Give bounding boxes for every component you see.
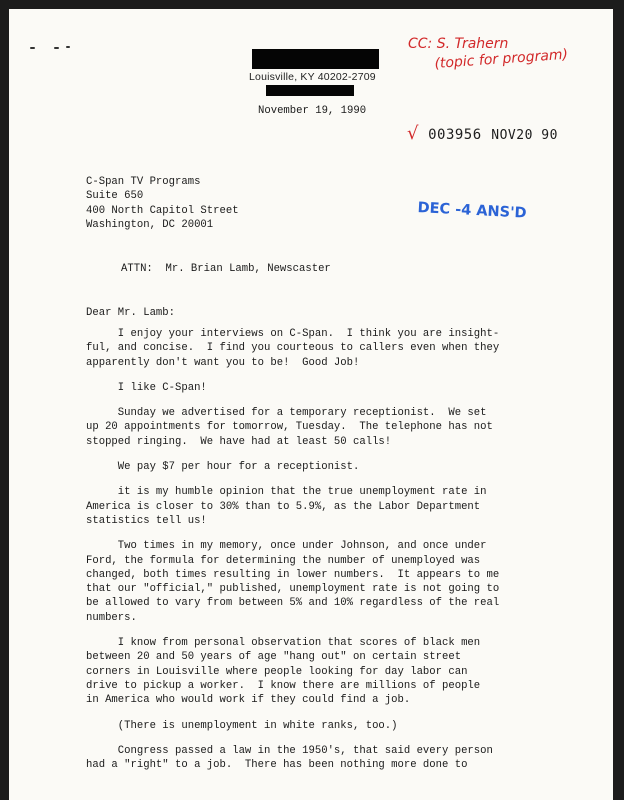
margin-mark xyxy=(54,47,59,49)
body-line: had a "right" to a job. There has been nothing more done to xyxy=(86,759,468,772)
body-line: that our "official," published, unemployment rate is not going to xyxy=(86,583,500,596)
paragraph xyxy=(86,460,606,474)
recipient-line: 400 North Capitol Street xyxy=(86,204,239,217)
recipient-line: Washington, DC 20001 xyxy=(86,218,214,231)
body-line: America is closer to 30% than to 5.9%, as the Labor Department xyxy=(86,500,481,513)
letter-date: November 19, 1990 xyxy=(258,105,367,117)
body-line: numbers. xyxy=(86,611,137,624)
body-line: Ford, the formula for determining the number of unemployed was xyxy=(86,554,481,567)
body-line: between 20 and 50 years of age "hang out" on certain street xyxy=(86,651,462,664)
body-line: We pay $7 per hour for a receptionist. xyxy=(86,461,360,474)
body-line: drive to pickup a worker. I know there are millions of people xyxy=(86,679,481,692)
received-stamp xyxy=(407,123,558,144)
recipient-line: C-Span TV Programs xyxy=(86,176,201,188)
received-stamp-number: 003956 xyxy=(428,127,482,143)
handwritten-cc-line2: (topic for program) xyxy=(434,46,569,72)
body-line: stopped ringing. We have had at least 50 calls! xyxy=(86,435,392,448)
letter-page xyxy=(9,9,613,800)
letterhead-city-line: Louisville, KY 40202-2709 xyxy=(249,71,376,83)
body-line: Congress passed a law in the 1950's, that said every person xyxy=(86,744,493,757)
margin-mark xyxy=(30,47,35,49)
letter-body xyxy=(86,327,606,772)
paragraph xyxy=(86,406,606,449)
answered-stamp: DEC -4 ANS'D xyxy=(417,200,527,222)
body-line: I know from personal observation that scores of black men xyxy=(86,637,481,650)
paragraph xyxy=(86,744,606,773)
body-line: Sunday we advertised for a temporary receptionist. We set xyxy=(86,407,487,420)
handwritten-cc-line1: CC: S. Trahern xyxy=(408,36,509,52)
body-line: up 20 appointments for tomorrow, Tuesday. The telephone has not xyxy=(86,421,493,434)
margin-mark xyxy=(66,46,70,48)
body-line: Two times in my memory, once under Johnson, and once under xyxy=(86,540,487,553)
recipient-address xyxy=(86,175,239,232)
body-line: be allowed to vary from between 5% and 10% regardless of the real xyxy=(86,597,500,610)
paragraph xyxy=(86,539,606,625)
attn-line: ATTN: Mr. Brian Lamb, Newscaster xyxy=(121,263,331,275)
body-line: ful, and concise. I find you courteous to callers even when they xyxy=(86,342,500,355)
paragraph xyxy=(86,381,606,395)
received-stamp-date: NOV20 90 xyxy=(491,128,558,143)
body-line: apparently don't want you to be! Good Job! xyxy=(86,356,360,369)
paragraph xyxy=(86,327,606,370)
body-line: I enjoy your interviews on C-Span. I think you are insight- xyxy=(86,328,500,340)
paragraph xyxy=(86,719,606,733)
paragraph xyxy=(86,636,606,707)
body-line: corners in Louisville where people looking for day labor can xyxy=(86,665,468,678)
body-line: statistics tell us! xyxy=(86,514,207,527)
body-line: it is my humble opinion that the true unemployment rate in xyxy=(86,486,487,499)
recipient-line: Suite 650 xyxy=(86,190,144,203)
check-mark-icon: √ xyxy=(407,123,419,144)
body-line: I like C-Span! xyxy=(86,381,207,394)
redacted-letterhead-bottom xyxy=(266,85,354,96)
redacted-letterhead-top xyxy=(252,49,379,69)
body-line: (There is unemployment in white ranks, too.) xyxy=(86,719,398,732)
body-line: in America who would work if they could find a job. xyxy=(86,694,411,707)
salutation: Dear Mr. Lamb: xyxy=(86,307,176,319)
body-line: changed, both times resulting in lower numbers. It appears to me xyxy=(86,568,500,581)
paragraph xyxy=(86,485,606,528)
